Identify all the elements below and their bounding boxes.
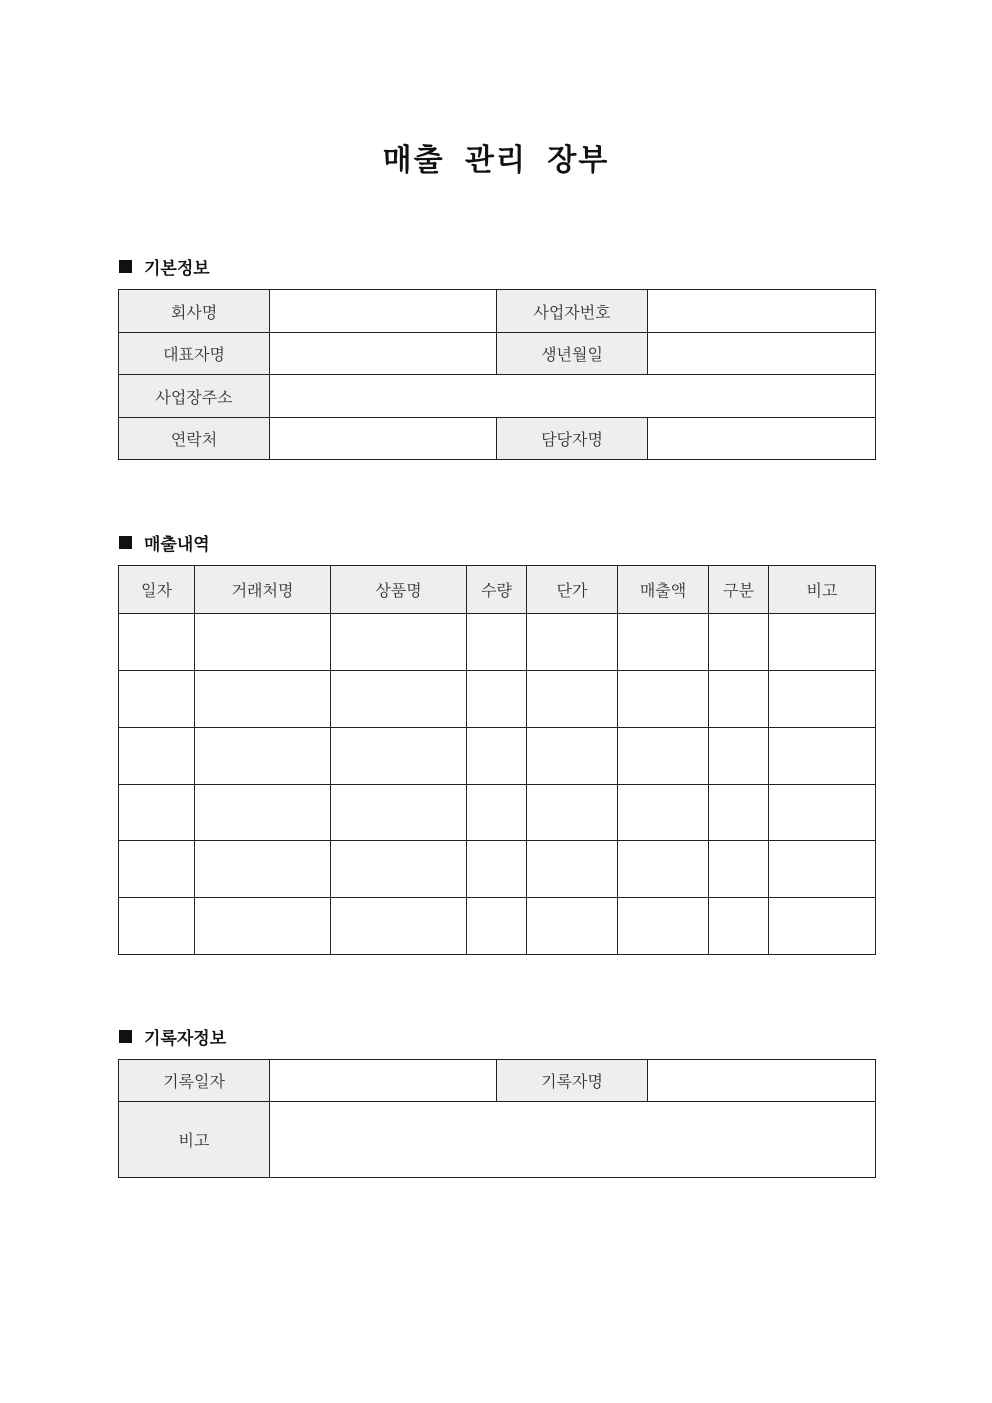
cell-category[interactable] (709, 728, 769, 785)
cell-quantity[interactable] (467, 671, 527, 728)
square-bullet-icon (119, 1030, 132, 1043)
cell-product[interactable] (331, 671, 467, 728)
document-title: 매출 관리 장부 (382, 143, 610, 178)
cell-category[interactable] (709, 671, 769, 728)
cell-sales-amount[interactable] (618, 614, 709, 671)
cell-date[interactable] (119, 614, 195, 671)
label-contact: 연락처 (119, 418, 270, 460)
cell-client[interactable] (195, 785, 331, 841)
field-business-number[interactable] (648, 290, 876, 333)
cell-date[interactable] (119, 785, 195, 841)
cell-unit-price[interactable] (527, 614, 618, 671)
field-birth-date[interactable] (648, 333, 876, 375)
column-header-product: 상품명 (331, 566, 467, 614)
field-contact[interactable] (270, 418, 497, 460)
label-record-date: 기록일자 (119, 1060, 270, 1102)
field-manager[interactable] (648, 418, 876, 460)
section-heading-recorder-info (119, 1024, 226, 1049)
cell-client[interactable] (195, 898, 331, 955)
field-record-date[interactable] (270, 1060, 497, 1102)
cell-client[interactable] (195, 728, 331, 785)
table-row (119, 614, 876, 671)
cell-remarks[interactable] (769, 614, 876, 671)
column-header-category: 구분 (709, 566, 769, 614)
cell-remarks[interactable] (769, 841, 876, 898)
field-representative[interactable] (270, 333, 497, 375)
table-row (119, 728, 876, 785)
cell-date[interactable] (119, 898, 195, 955)
cell-sales-amount[interactable] (618, 785, 709, 841)
cell-unit-price[interactable] (527, 898, 618, 955)
cell-product[interactable] (331, 728, 467, 785)
cell-sales-amount[interactable] (618, 671, 709, 728)
label-business-address: 사업장주소 (119, 375, 270, 418)
section-heading-text: 매출내역 (144, 535, 210, 555)
label-company-name: 회사명 (119, 290, 270, 333)
table-row (119, 841, 876, 898)
cell-remarks[interactable] (769, 898, 876, 955)
label-representative: 대표자명 (119, 333, 270, 375)
section-heading-basic-info (119, 254, 210, 279)
cell-client[interactable] (195, 841, 331, 898)
label-birth-date: 생년월일 (497, 333, 648, 375)
section-heading-sales (119, 530, 210, 555)
cell-product[interactable] (331, 841, 467, 898)
section-heading-text: 기록자정보 (144, 1029, 227, 1049)
cell-date[interactable] (119, 841, 195, 898)
cell-sales-amount[interactable] (618, 898, 709, 955)
cell-quantity[interactable] (467, 841, 527, 898)
table-row (119, 785, 876, 841)
cell-quantity[interactable] (467, 728, 527, 785)
column-header-remarks: 비고 (769, 566, 876, 614)
label-remarks: 비고 (119, 1102, 270, 1178)
section-heading-text: 기본정보 (144, 259, 210, 279)
cell-unit-price[interactable] (527, 671, 618, 728)
cell-quantity[interactable] (467, 614, 527, 671)
field-recorder-name[interactable] (648, 1060, 876, 1102)
column-header-date: 일자 (119, 566, 195, 614)
recorder-info-table (118, 1059, 876, 1178)
sales-header-row (119, 566, 876, 614)
cell-date[interactable] (119, 728, 195, 785)
label-manager: 담당자명 (497, 418, 648, 460)
label-business-number: 사업자번호 (497, 290, 648, 333)
sales-table (118, 565, 876, 955)
table-row (119, 671, 876, 728)
cell-date[interactable] (119, 671, 195, 728)
basic-info-table (118, 289, 876, 460)
cell-client[interactable] (195, 614, 331, 671)
field-remarks[interactable] (270, 1102, 876, 1178)
cell-sales-amount[interactable] (618, 728, 709, 785)
square-bullet-icon (119, 536, 132, 549)
cell-category[interactable] (709, 841, 769, 898)
cell-remarks[interactable] (769, 785, 876, 841)
label-recorder-name: 기록자명 (497, 1060, 648, 1102)
column-header-quantity: 수량 (467, 566, 527, 614)
cell-category[interactable] (709, 898, 769, 955)
cell-product[interactable] (331, 898, 467, 955)
cell-quantity[interactable] (467, 898, 527, 955)
cell-unit-price[interactable] (527, 841, 618, 898)
square-bullet-icon (119, 260, 132, 273)
field-business-address[interactable] (270, 375, 876, 418)
column-header-client: 거래처명 (195, 566, 331, 614)
cell-product[interactable] (331, 785, 467, 841)
cell-remarks[interactable] (769, 671, 876, 728)
column-header-sales-amount: 매출액 (618, 566, 709, 614)
field-company-name[interactable] (270, 290, 497, 333)
cell-quantity[interactable] (467, 785, 527, 841)
cell-remarks[interactable] (769, 728, 876, 785)
column-header-unit-price: 단가 (527, 566, 618, 614)
cell-product[interactable] (331, 614, 467, 671)
cell-category[interactable] (709, 614, 769, 671)
cell-unit-price[interactable] (527, 728, 618, 785)
cell-unit-price[interactable] (527, 785, 618, 841)
cell-category[interactable] (709, 785, 769, 841)
table-row (119, 898, 876, 955)
cell-client[interactable] (195, 671, 331, 728)
cell-sales-amount[interactable] (618, 841, 709, 898)
